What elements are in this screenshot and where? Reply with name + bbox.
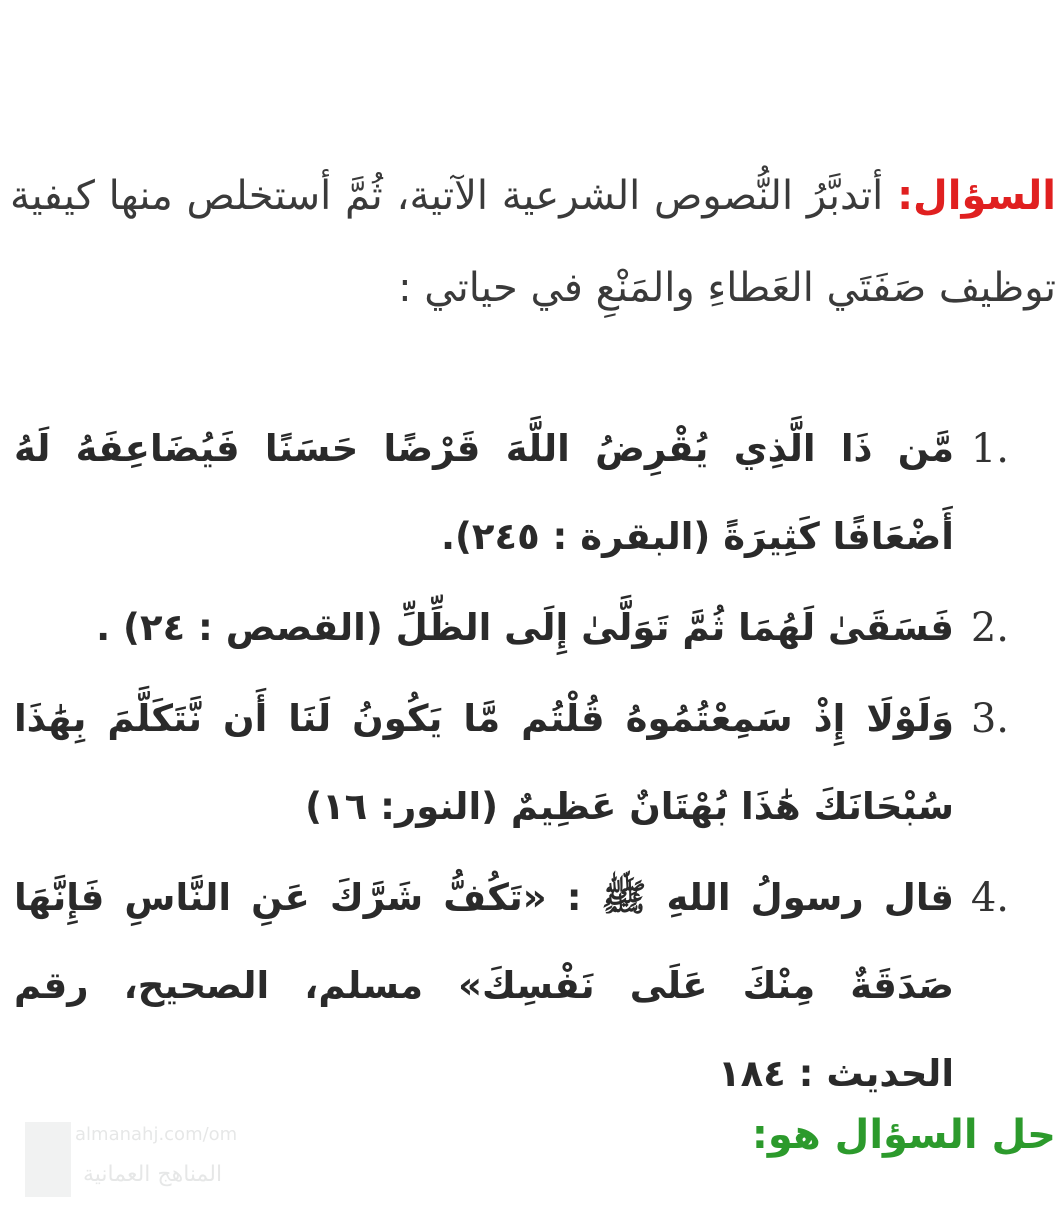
item-text: قال رسولُ اللهِ ﷺ : «تَكُفُّ شَرَّكَ عَنِ النَّاسِ فَإِنَّهَا صَدَقَةٌ مِنْكَ عَلَى نَفْسِكَ» مسلم، الصحيح، رقم الحديث : ١٨٤ bbox=[14, 876, 954, 1095]
question-text: أتدبَّرُ النُّصوص الشرعية الآتية، ثُمَّ أستخلص منها كيفية توظيف صَفَتَي العَطاءِ والمَنْعِ في حياتي : bbox=[10, 173, 1056, 311]
question-paragraph bbox=[10, 150, 1056, 334]
item-text: مَّن ذَا الَّذِي يُقْرِضُ اللَّهَ قَرْضًا حَسَنًا فَيُضَاعِفَهُ لَهُ أَضْعَافًا كَثِيرَةً (البقرة : ٢٤٥). bbox=[14, 427, 954, 558]
item-number: 3. bbox=[970, 696, 1009, 742]
list-item bbox=[14, 405, 1009, 581]
item-text: فَسَقَىٰ لَهُمَا ثُمَّ تَوَلَّىٰ إِلَى الظِّلِّ (القصص : ٢٤) . bbox=[96, 606, 954, 649]
list-item bbox=[14, 584, 1009, 672]
watermark-url: almanahj.com/om bbox=[75, 1124, 238, 1145]
answer-heading: حل السؤال هو: bbox=[751, 1112, 1056, 1158]
item-number: 4. bbox=[970, 875, 1009, 921]
list-item bbox=[14, 675, 1009, 851]
item-number: 1. bbox=[970, 426, 1009, 472]
watermark-name: المناهج العمانية bbox=[83, 1162, 223, 1187]
item-text: وَلَوْلَا إِذْ سَمِعْتُمُوهُ قُلْتُم مَّا يَكُونُ لَنَا أَن نَّتَكَلَّمَ بِهَٰذَا سُبْحَانَكَ هَٰذَا بُهْتَانٌ عَظِيمٌ (النور: ١٦) bbox=[14, 697, 954, 828]
watermark-logo bbox=[25, 1122, 71, 1197]
item-number: 2. bbox=[970, 605, 1009, 651]
texts-list bbox=[14, 405, 1009, 1121]
watermark bbox=[25, 1122, 240, 1207]
list-item bbox=[14, 854, 1009, 1118]
question-label: السؤال: bbox=[897, 173, 1056, 219]
